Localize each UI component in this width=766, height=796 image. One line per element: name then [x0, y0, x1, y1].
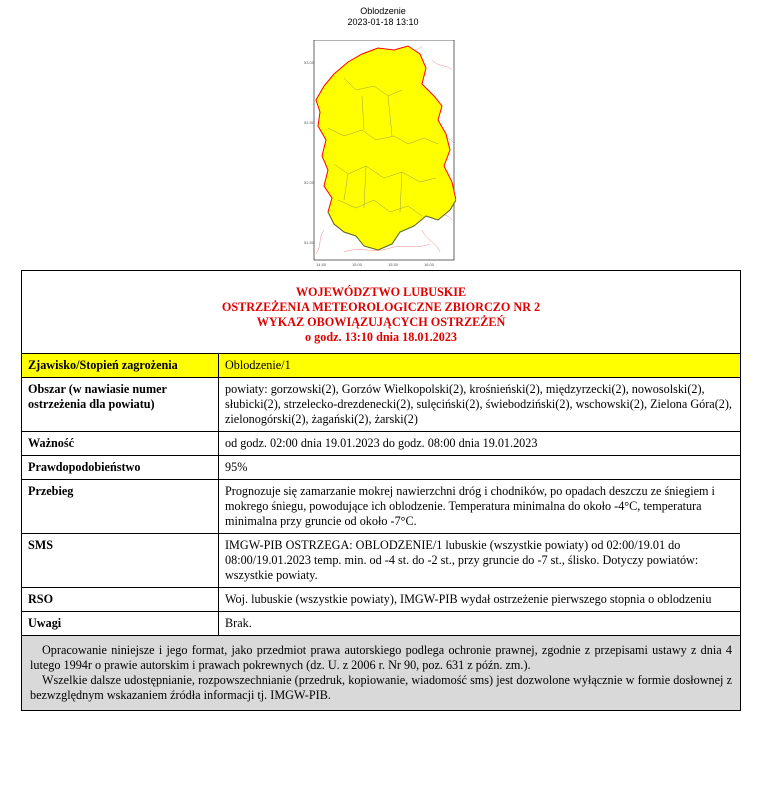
sms-value: IMGW-PIB OSTRZEGA: OBLODZENIE/1 lubuskie (wszystkie powiaty) od 02:00/19.01 do 08:00/19.01.2023 temp. min. od -4 st. do -2 st., przy gruncie do -7 st., ślisko. Dotyczy powiatów: wszystkie powiaty.	[219, 534, 741, 588]
phenomenon-row	[22, 354, 741, 378]
y-tick: 52.00	[304, 180, 315, 185]
remarks-label: Uwagi	[22, 612, 219, 636]
voivodeship-map-svg	[304, 40, 456, 268]
validity-value: od godz. 02:00 dnia 19.01.2023 do godz. 08:00 dnia 19.01.2023	[219, 432, 741, 456]
rso-label: RSO	[22, 588, 219, 612]
remarks-value: Brak.	[219, 612, 741, 636]
footer-paragraph-2: Wszelkie dalsze udostępnianie, rozpowszechnianie (przedruk, kopiowanie, wiadomość sms) jest dozwolone wyłącznie w formie dosłownej z bezwzględnym wskazaniem źródła informacji tj. IMGW-PIB.	[30, 673, 732, 702]
phenomenon-label: Zjawisko/Stopień zagrożenia	[22, 354, 219, 378]
validity-label: Ważność	[22, 432, 219, 456]
rso-value: Woj. lubuskie (wszystkie powiaty), IMGW-PIB wydał ostrzeżenie pierwszego stopnia o oblodzeniu	[219, 588, 741, 612]
map-caption	[0, 6, 766, 28]
warning-table	[21, 270, 741, 711]
footer-row	[22, 636, 741, 711]
rso-row	[22, 588, 741, 612]
phenomenon-value: Oblodzenie/1	[219, 354, 741, 378]
y-tick: 51.50	[304, 240, 315, 245]
probability-row	[22, 456, 741, 480]
warning-header	[22, 271, 741, 354]
header-row	[22, 271, 741, 354]
x-tick: 16.00	[424, 262, 435, 267]
course-row	[22, 480, 741, 534]
remarks-row	[22, 612, 741, 636]
y-tick: 52.50	[304, 120, 315, 125]
sms-label: SMS	[22, 534, 219, 588]
probability-label: Prawdopodobieństwo	[22, 456, 219, 480]
validity-row	[22, 432, 741, 456]
x-tick: 14.50	[316, 262, 327, 267]
map-datetime: 2023-01-18 13:10	[347, 17, 419, 27]
header-line-1: WOJEWÓDZTWO LUBUSKIE	[295, 285, 467, 299]
x-tick: 15.50	[388, 262, 399, 267]
header-line-2: OSTRZEŻENIA METEOROLOGICZNE ZBIORCZO NR 2	[221, 300, 541, 314]
header-line-3: WYKAZ OBOWIĄZUJĄCYCH OSTRZEŻEŃ	[256, 315, 506, 329]
map-title: Oblodzenie	[360, 6, 406, 16]
warning-map	[304, 40, 456, 268]
probability-value: 95%	[219, 456, 741, 480]
y-tick: 53.00	[304, 60, 315, 65]
area-row	[22, 378, 741, 432]
copyright-footer	[22, 636, 741, 711]
footer-paragraph-1: Opracowanie niniejsze i jego format, jako przedmiot prawa autorskiego podlega ochronie prawnej, zgodnie z przepisami ustawy z dnia 4 lutego 1994r o prawie autorskim i prawach pokrewnych (dz. U. z 2006 r. Nr 90, poz. 631 z późn. zm.).	[30, 643, 732, 672]
sms-row	[22, 534, 741, 588]
course-label: Przebieg	[22, 480, 219, 534]
x-tick: 15.00	[352, 262, 363, 267]
area-value: powiaty: gorzowski(2), Gorzów Wielkopolski(2), krośnieński(2), międzyrzecki(2), nowosolski(2), słubicki(2), strzelecko-drezdenecki(2), sulęciński(2), świebodziński(2), wschowski(2), Zielona Góra(2), zielonogórski(2), żagański(2), żarski(2)	[219, 378, 741, 432]
area-label: Obszar (w nawiasie numer ostrzeżenia dla powiatu)	[22, 378, 219, 432]
course-value: Prognozuje się zamarzanie mokrej nawierzchni dróg i chodników, po opadach deszczu ze śniegiem i mokrego śniegu, powodujące ich oblodzenie. Temperatura minimalna do około -4°C, temperatura minimalna przy gruncie od około -7°C.	[219, 480, 741, 534]
header-line-4: o godz. 13:10 dnia 18.01.2023	[304, 330, 458, 344]
